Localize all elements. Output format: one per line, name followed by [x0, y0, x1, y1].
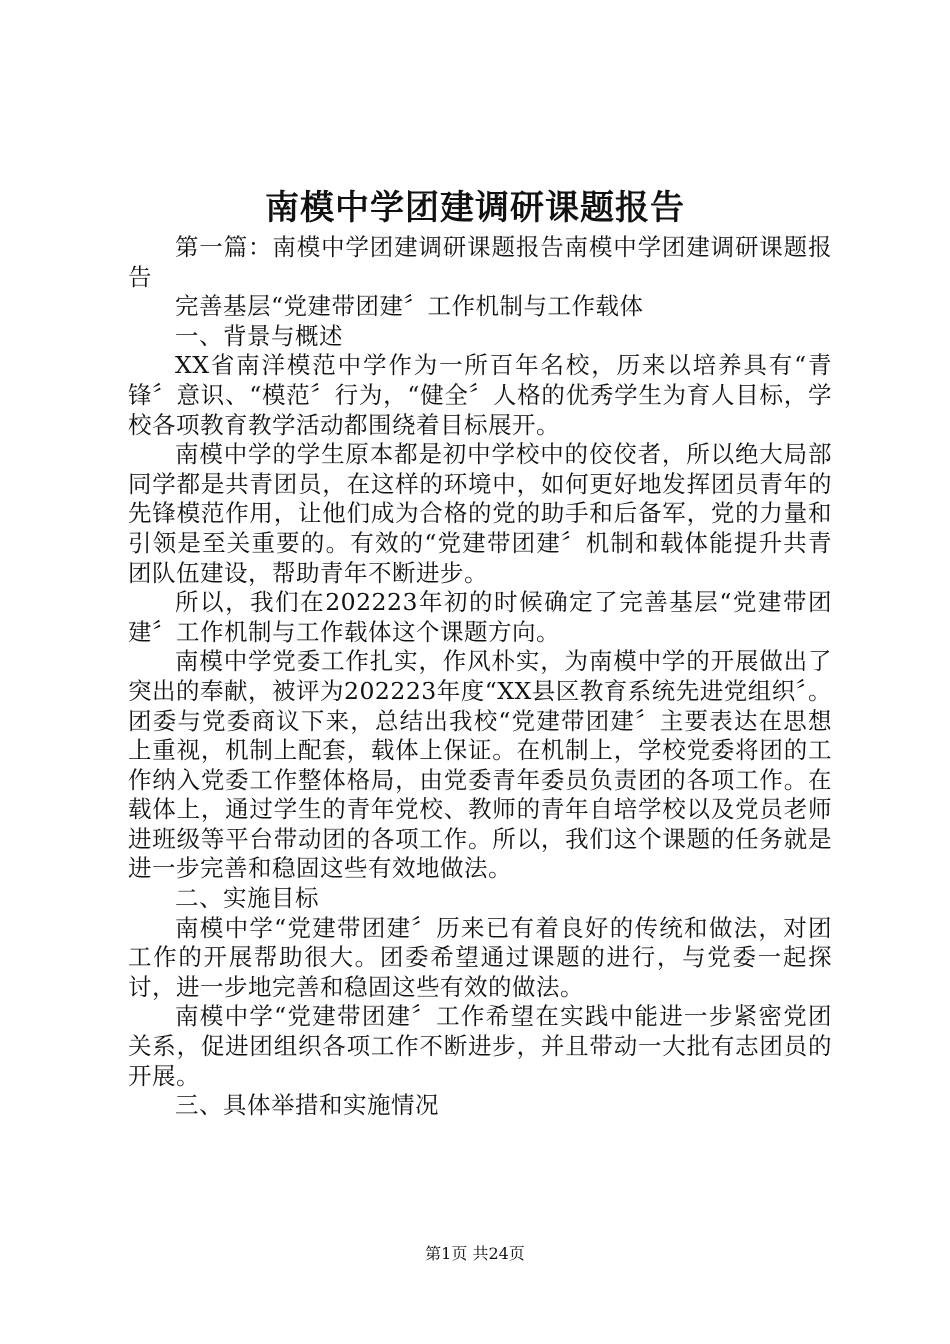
section-heading-goals: 二、实施目标 — [175, 884, 319, 913]
document-body — [128, 233, 832, 1121]
document-title: 南模中学团建调研课题报告 — [265, 188, 685, 228]
body-paragraph: XX省南洋模范中学作为一所百年名校，历来以培养具有“青锋〞意识、“模范〞行为，“健全〞人格的优秀学生为育人目标，学校各项教育教学活动都围绕着目标展开。 — [128, 351, 832, 439]
intro-heading-paragraph: 第一篇：南模中学团建调研课题报告南模中学团建调研课题报告 — [128, 233, 832, 291]
section-heading-measures: 三、具体举措和实施情况 — [175, 1091, 439, 1120]
section-heading-background: 一、背景与概述 — [175, 321, 343, 350]
body-paragraph: 南模中学“党建带团建〞工作希望在实践中能进一步紧密党团关系，促进团组织各项工作不断进步，并且带动一大批有志团员的开展。 — [128, 1002, 832, 1090]
body-paragraph: 南模中学党委工作扎实，作风朴实，为南模中学的开展做出了突出的奉献，被评为202223年度“XX县区教育系统先进党组织〞。团委与党委商议下来，总结出我校“党建带团建〞主要表达在思想上重视，机制上配套，载体上保证。在机制上，学校党委将团的工作纳入党委工作整体格局，由党委青年委员负责团的各项工作。在载体上，通过学生的青年党校、教师的青年自培学校以及党员老师进班级等平台带动团的各项工作。所以，我们这个课题的任务就是进一步完善和稳固这些有效地做法。 — [128, 647, 832, 883]
page-footer: 第1页 共24页 — [425, 1244, 525, 1263]
body-paragraph: 所以，我们在202223年初的时候确定了完善基层“党建带团建〞工作机制与工作载体这个课题方向。 — [128, 588, 832, 646]
body-paragraph: 南模中学“党建带团建〞历来已有着良好的传统和做法，对团工作的开展帮助很大。团委希望通过课题的进行，与党委一起探讨，进一步地完善和稳固这些有效的做法。 — [128, 913, 832, 1001]
body-paragraph: 南模中学的学生原本都是初中学校中的佼佼者，所以绝大局部同学都是共青团员，在这样的环境中，如何更好地发挥团员青年的先锋模范作用，让他们成为合格的党的助手和后备军，党的力量和引领是至关重要的。有效的“党建带团建〞机制和载体能提升共青团队伍建设，帮助青年不断进步。 — [128, 440, 832, 587]
subtitle-paragraph: 完善基层“党建带团建〞工作机制与工作载体 — [175, 292, 644, 321]
